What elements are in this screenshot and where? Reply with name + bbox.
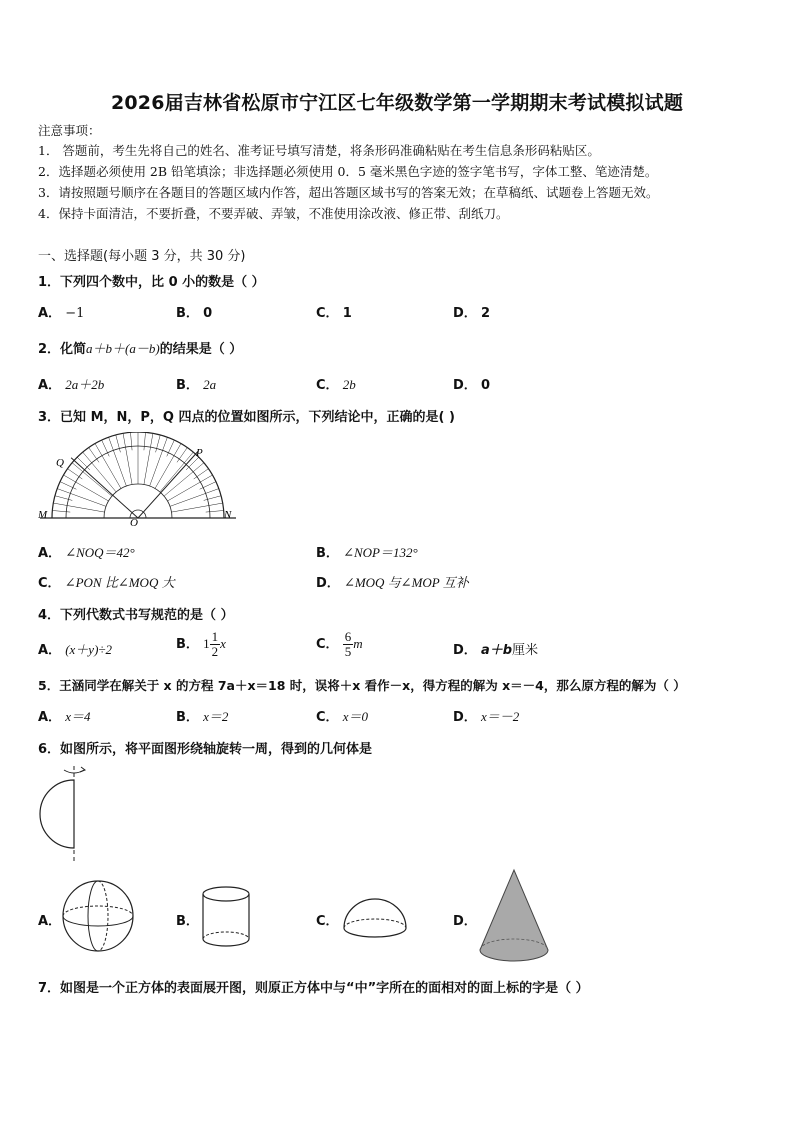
q4-option-a[interactable]: A． (x＋y)÷2 (38, 642, 113, 658)
question-7-stem: 7．如图是一个正方体的表面展开图，则原正方体中与“中”字所在的面相对的面上标的字是（ ） (38, 981, 589, 996)
section-heading: 一、选择题(每小题 3 分，共 30 分) (38, 249, 246, 264)
cylinder-icon[interactable] (198, 884, 254, 950)
q2-option-a[interactable]: A． 2a＋2b (38, 377, 105, 393)
question-6-stem: 6．如图所示，将平面图形绕轴旋转一周，得到的几何体是 (38, 742, 373, 757)
q3-option-a[interactable]: A． ∠NOQ＝42° (38, 545, 135, 561)
question-5-stem: 5．王涵同学在解关于 x 的方程 7a＋x＝18 时，误将＋x 看作－x，得方程的解为 x＝－4，那么原方程的解为（ ） (38, 678, 686, 693)
sphere-icon[interactable] (60, 878, 136, 954)
q3-option-b[interactable]: B． ∠NOP＝132° (316, 545, 418, 561)
label-m: M (38, 509, 48, 521)
hemisphere-icon[interactable] (340, 896, 410, 940)
q5-option-d[interactable]: D． x＝－2 (453, 709, 520, 725)
q4-option-d[interactable]: D． a＋b厘米 (453, 643, 539, 658)
cone-icon[interactable] (474, 866, 554, 966)
q5-option-b[interactable]: B． x＝2 (176, 709, 229, 725)
notice-item-1: 1． 答题前，考生先将自己的姓名、准考证号填写清楚，将条形码准确粘贴在考生信息条形码粘贴区。 (38, 143, 600, 158)
q6-option-c-label[interactable]: C． (316, 914, 339, 929)
notice-item-4: 4．保持卡面清洁，不要折叠，不要弄破、弄皱，不准使用涂改液、修正带、刮纸刀。 (38, 206, 509, 221)
q4-option-b[interactable]: B． 1 $\frac{1}{2}$ x (176, 629, 226, 659)
semicircle-rotation-figure (36, 762, 96, 866)
q6-option-d-label[interactable]: D． (453, 914, 477, 929)
label-p: P (196, 447, 203, 459)
q5-option-c[interactable]: C． x＝0 (316, 709, 368, 725)
q3-option-d[interactable]: D． ∠MOQ 与∠MOP 互补 (316, 575, 469, 591)
q1-option-d[interactable]: D． 2 (453, 306, 490, 321)
label-o: O (130, 517, 138, 527)
page-title: 2026届吉林省松原市宁江区七年级数学第一学期期末考试模拟试题 (110, 92, 684, 114)
q5-option-a[interactable]: A． x＝4 (38, 709, 91, 725)
q2-option-c[interactable]: C． 2b (316, 377, 356, 393)
question-2-stem: 2．化简a＋b＋(a－b)的结果是（ ） (38, 341, 243, 357)
q4-option-c[interactable]: C． $\frac{6}{5}$ m (316, 629, 363, 659)
q1-option-b[interactable]: B． 0 (176, 306, 213, 321)
q6-option-a-label[interactable]: A． (38, 914, 62, 929)
q1-option-c[interactable]: C． 1 (316, 306, 352, 321)
q2-option-b[interactable]: B． 2a (176, 377, 217, 393)
notice-heading: 注意事项： (38, 123, 101, 138)
question-4-stem: 4．下列代数式书写规范的是（ ） (38, 608, 234, 623)
notice-item-2: 2．选择题必须使用 2B 铅笔填涂；非选择题必须使用 0．5 毫米黑色字迹的签字笔书写，字体工整、笔迹清楚。 (38, 164, 658, 179)
label-n: N (224, 509, 232, 521)
fraction-one-half: $\frac{1}{2}$ (211, 629, 219, 659)
question-3-stem: 3．已知 M，N，P，Q 四点的位置如图所示，下列结论中，正确的是( ) (38, 410, 455, 425)
protractor-figure (38, 432, 238, 527)
question-1-stem: 1．下列四个数中，比 0 小的数是（ ） (38, 275, 265, 290)
label-q: Q (56, 457, 64, 469)
fraction-six-fifths: $\frac{6}{5}$ (344, 629, 352, 659)
q2-option-d[interactable]: D． 0 (453, 378, 490, 393)
q3-option-c[interactable]: C． ∠PON 比∠MOQ 大 (38, 575, 175, 591)
q6-option-b-label[interactable]: B． (176, 914, 199, 929)
q1-option-a[interactable]: A． −1 (38, 306, 85, 321)
notice-item-3: 3．请按照题号顺序在各题目的答题区域内作答，超出答题区域书写的答案无效；在草稿纸、试题卷上答题无效。 (38, 185, 659, 200)
